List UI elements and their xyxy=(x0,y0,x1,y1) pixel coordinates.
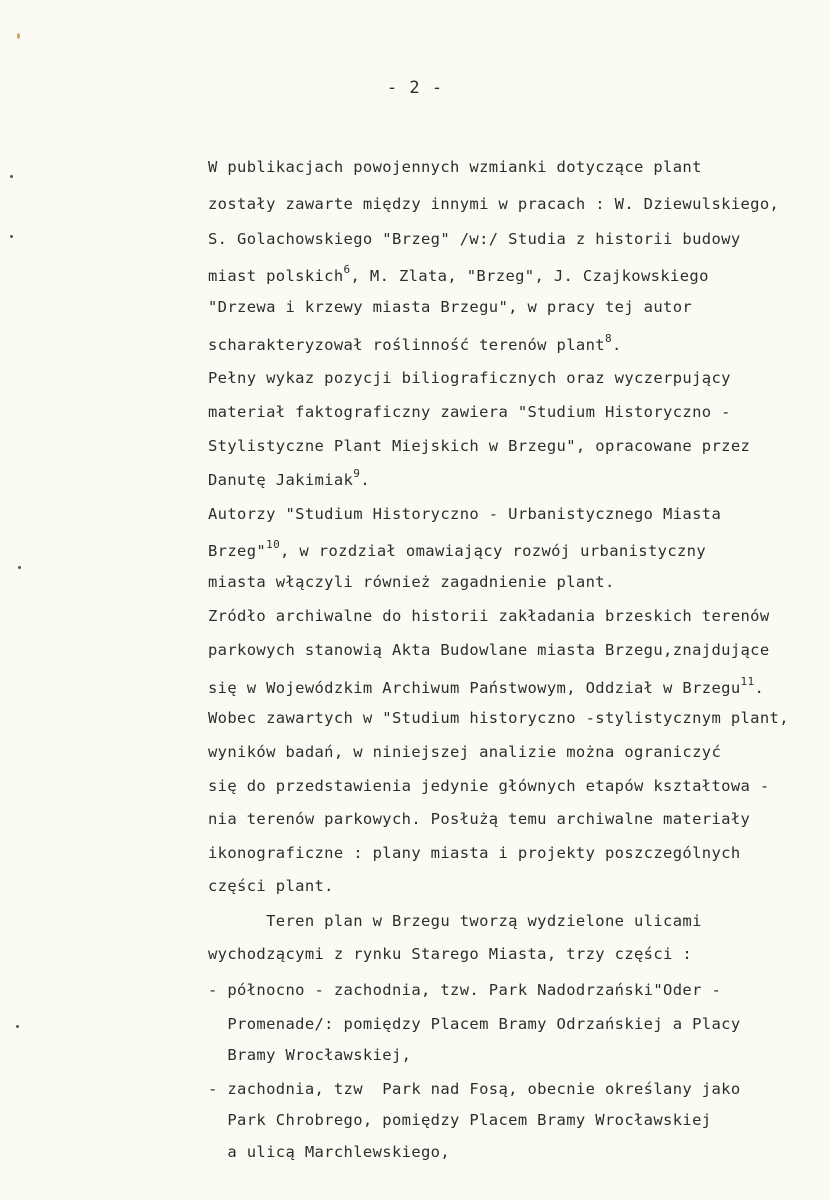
text-span: Bramy Wrocławskiej, xyxy=(208,1046,412,1064)
text-span: Danutę Jakimiak xyxy=(208,471,354,490)
text-span: Brzeg" xyxy=(208,542,267,561)
text-span: Promenade/: pomiędzy Placem Bramy Odrzańskiej a Placy xyxy=(208,1015,741,1033)
text-line xyxy=(208,1082,741,1098)
text-span: S. Golachowskiego "Brzeg" /w:/ Studia z historii budowy xyxy=(208,230,741,248)
text-span: - zachodnia, tzw Park nad Fosą, obecnie określany jako xyxy=(208,1080,741,1098)
text-line xyxy=(208,879,334,895)
text-span: części plant. xyxy=(208,877,334,895)
text-span: "Drzewa i krzewy miasta Brzegu", w pracy tej autor xyxy=(208,298,693,316)
text-line xyxy=(208,263,709,286)
text-span: Autorzy "Studium Historyczno - Urbanistycznego Miasta xyxy=(208,505,722,523)
text-span: ikonograficzne : plany miasta i projekty poszczególnych xyxy=(208,844,741,862)
text-line xyxy=(208,538,707,561)
footnote-ref: 6 xyxy=(343,263,351,276)
text-line xyxy=(208,779,770,795)
text-line xyxy=(208,232,741,248)
text-span: wychodzącymi z rynku Starego Miasta, trzy części : xyxy=(208,945,693,963)
text-line xyxy=(208,197,779,213)
footnote-ref: 9 xyxy=(353,467,361,480)
text-line xyxy=(208,467,370,490)
text-span: parkowych stanowią Akta Budowlane miasta Brzegu,znajdujące xyxy=(208,641,770,659)
text-line xyxy=(208,575,615,591)
footnote-ref: 11 xyxy=(740,675,755,688)
text-span: a ulicą Marchlewskiego, xyxy=(208,1143,451,1161)
scan-speck xyxy=(16,1025,19,1028)
scan-speck xyxy=(17,33,20,39)
text-span: się do przedstawienia jedynie głównych etapów kształtowa - xyxy=(208,777,770,795)
text-line xyxy=(208,846,741,862)
footnote-ref: 8 xyxy=(604,332,612,345)
text-span: wyników badań, w niniejszej analizie można ograniczyć xyxy=(208,743,722,761)
text-span: . xyxy=(754,679,765,698)
text-span: miasta włączyli również zagadnienie plant. xyxy=(208,573,615,591)
text-line xyxy=(208,745,721,761)
text-span: . xyxy=(360,471,370,490)
text-line xyxy=(208,332,622,355)
text-span: . xyxy=(611,336,622,355)
text-line xyxy=(208,371,731,387)
text-span: miast polskich xyxy=(208,267,344,286)
text-span: W publikacjach powojennych wzmianki dotyczące plant xyxy=(208,158,702,176)
text-line xyxy=(208,1017,741,1033)
scan-speck xyxy=(18,566,21,569)
text-line xyxy=(208,300,692,316)
text-span: materiał faktograficzny zawiera "Studium Historyczno - xyxy=(208,403,731,421)
text-line xyxy=(208,947,692,963)
text-span: Wobec zawartych w "Studium historyczno -stylistycznym plant, xyxy=(208,709,789,727)
text-span: zostały zawarte między innymi w pracach : W. Dziewulskiego, xyxy=(208,195,780,213)
text-span: Stylistyczne Plant Miejskich w Brzegu", opracowane przez xyxy=(208,437,751,455)
text-span: się w Wojewódzkim Archiwum Państwowym, Oddział w Brzegu xyxy=(208,679,741,698)
text-line xyxy=(208,507,721,523)
footnote-ref: 10 xyxy=(266,538,281,551)
scan-speck xyxy=(10,235,13,238)
text-line xyxy=(208,1145,450,1161)
text-line xyxy=(208,914,702,930)
text-line xyxy=(208,983,721,999)
text-line xyxy=(208,711,789,727)
scan-speck xyxy=(10,175,13,178)
text-span: , M. Zlata, "Brzeg", J. Czajkowskiego xyxy=(350,267,709,286)
text-span: Teren plan w Brzegu tworzą wydzielone ulicami xyxy=(208,912,702,930)
text-line xyxy=(208,675,765,698)
text-span: Pełny wykaz pozycji biliograficznych oraz wyczerpujący xyxy=(208,369,731,387)
text-span: scharakteryzował roślinność terenów plant xyxy=(208,336,605,355)
text-line xyxy=(208,439,750,455)
text-span: Park Chrobrego, pomiędzy Placem Bramy Wrocławskiej xyxy=(208,1111,712,1129)
text-line xyxy=(208,812,750,828)
text-span: - północno - zachodnia, tzw. Park Nadodrzański"Oder - xyxy=(208,981,722,999)
text-line xyxy=(208,643,770,659)
text-line xyxy=(208,1113,711,1129)
text-line xyxy=(208,609,770,625)
text-line xyxy=(208,405,731,421)
page-number: - 2 - xyxy=(386,78,444,98)
text-span: nia terenów parkowych. Posłużą temu archiwalne materiały xyxy=(208,810,751,828)
text-span: Zródło archiwalne do historii zakładania brzeskich terenów xyxy=(208,607,770,625)
text-line xyxy=(208,160,702,176)
text-line xyxy=(208,1048,411,1064)
text-span: , w rozdział omawiający rozwój urbanistyczny xyxy=(280,542,707,561)
